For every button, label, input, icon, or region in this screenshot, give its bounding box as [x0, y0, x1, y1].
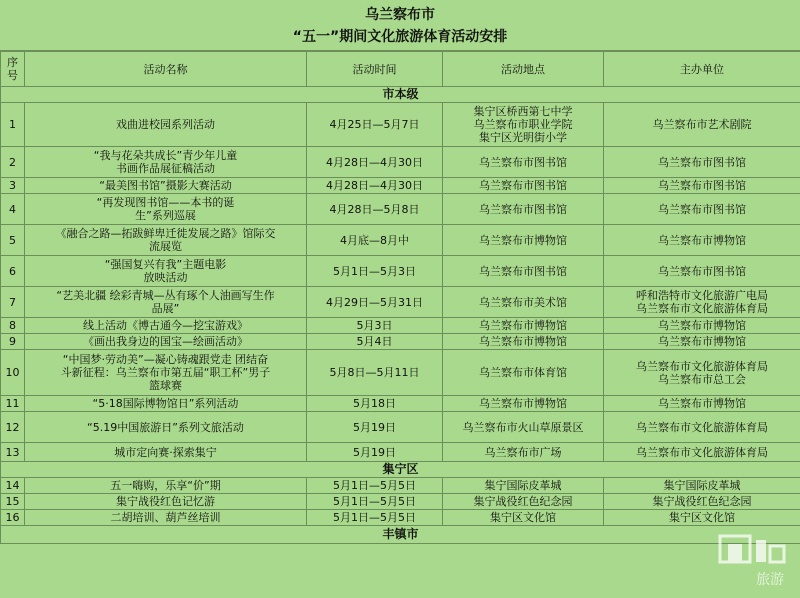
row-number: 4 — [1, 194, 25, 225]
activity-time: 4月25日—5月7日 — [307, 103, 443, 147]
watermark-text: 旅游 — [756, 572, 784, 588]
table-row — [1, 194, 800, 225]
activity-organizer: 集宁战役红色纪念园 — [604, 494, 800, 510]
table-row — [1, 350, 800, 396]
activity-time: 5月1日—5月5日 — [307, 510, 443, 526]
header-org: 主办单位 — [604, 52, 800, 87]
activity-organizer: 乌兰察布市博物馆 — [604, 396, 800, 412]
row-number: 8 — [1, 318, 25, 334]
activity-organizer: 呼和浩特市文化旅游广电局 乌兰察布市文化旅游体育局 — [604, 287, 800, 318]
activity-place: 乌兰察布市博物馆 — [443, 334, 604, 350]
activity-name: “我与花朵共成长”青少年儿童 书画作品展征稿活动 — [25, 147, 307, 178]
activity-place: 乌兰察布市图书馆 — [443, 194, 604, 225]
activity-name: 戏曲进校园系列活动 — [25, 103, 307, 147]
activity-name: 五一嗨购，乐享“价”期 — [25, 478, 307, 494]
row-number: 11 — [1, 396, 25, 412]
activity-name: 《融合之路—拓跋鲜卑迁徙发展之路》馆际交 流展览 — [25, 225, 307, 256]
table-body — [1, 87, 800, 544]
table-row — [1, 334, 800, 350]
activity-name: “艺美北疆 绘彩青城—丛有琢个人油画写生作 品展” — [25, 287, 307, 318]
activity-organizer: 乌兰察布市图书馆 — [604, 147, 800, 178]
table-row — [1, 318, 800, 334]
activity-name: “5.19中国旅游日”系列文旅活动 — [25, 412, 307, 443]
activity-organizer: 集宁国际皮革城 — [604, 478, 800, 494]
activity-organizer: 集宁区文化馆 — [604, 510, 800, 526]
row-number: 13 — [1, 443, 25, 462]
activity-organizer: 乌兰察布市图书馆 — [604, 194, 800, 225]
activity-place: 集宁国际皮革城 — [443, 478, 604, 494]
activity-organizer: 乌兰察布市博物馆 — [604, 318, 800, 334]
activity-time: 5月8日—5月11日 — [307, 350, 443, 396]
activity-time: 4月28日—5月8日 — [307, 194, 443, 225]
row-number: 14 — [1, 478, 25, 494]
activity-place: 集宁区文化馆 — [443, 510, 604, 526]
section-label: 丰镇市 — [1, 526, 800, 544]
header-place: 活动地点 — [443, 52, 604, 87]
table-row — [1, 178, 800, 194]
section-row — [1, 526, 800, 544]
section-label: 市本级 — [1, 87, 800, 103]
activity-time: 5月18日 — [307, 396, 443, 412]
activity-place: 集宁战役红色纪念园 — [443, 494, 604, 510]
table-row — [1, 256, 800, 287]
header-name: 活动名称 — [25, 52, 307, 87]
activity-place: 乌兰察布市博物馆 — [443, 396, 604, 412]
row-number: 10 — [1, 350, 25, 396]
activity-name: “最美图书馆”摄影大赛活动 — [25, 178, 307, 194]
activity-name: “再发现图书馆——本书的诞 生”系列巡展 — [25, 194, 307, 225]
activity-time: 5月1日—5月5日 — [307, 494, 443, 510]
row-number: 16 — [1, 510, 25, 526]
activity-name: “强国复兴有我”主题电影 放映活动 — [25, 256, 307, 287]
title-main: “五一”期间文化旅游体育活动安排 — [292, 29, 508, 45]
activity-place: 乌兰察布市火山草原景区 — [443, 412, 604, 443]
row-number: 9 — [1, 334, 25, 350]
row-number: 6 — [1, 256, 25, 287]
activity-time: 5月4日 — [307, 334, 443, 350]
activity-organizer: 乌兰察布市博物馆 — [604, 225, 800, 256]
activity-time: 5月3日 — [307, 318, 443, 334]
watermark-logo-icon — [712, 530, 794, 592]
section-row — [1, 87, 800, 103]
table-row — [1, 494, 800, 510]
activity-organizer: 乌兰察布市文化旅游体育局 乌兰察布市总工会 — [604, 350, 800, 396]
activity-place: 乌兰察布市体育馆 — [443, 350, 604, 396]
header-row — [1, 52, 800, 87]
activity-organizer: 乌兰察布市文化旅游体育局 — [604, 412, 800, 443]
table-row — [1, 510, 800, 526]
activity-place: 乌兰察布市广场 — [443, 443, 604, 462]
table-row — [1, 443, 800, 462]
activity-organizer: 乌兰察布市文化旅游体育局 — [604, 443, 800, 462]
activity-time: 5月19日 — [307, 443, 443, 462]
activity-name: 《画出我身边的国宝—绘画活动》 — [25, 334, 307, 350]
table-row — [1, 225, 800, 256]
activity-place: 集宁区桥西第七中学 乌兰察布市职业学院 集宁区光明街小学 — [443, 103, 604, 147]
table-row — [1, 478, 800, 494]
row-number: 2 — [1, 147, 25, 178]
title-block — [0, 0, 800, 51]
row-number: 5 — [1, 225, 25, 256]
table-row — [1, 147, 800, 178]
row-number: 7 — [1, 287, 25, 318]
title-city: 乌兰察布市 — [365, 7, 435, 23]
activity-time: 5月1日—5月5日 — [307, 478, 443, 494]
activity-name: “5·18国际博物馆日”系列活动 — [25, 396, 307, 412]
table-row — [1, 412, 800, 443]
activity-time: 4月28日—4月30日 — [307, 178, 443, 194]
table-row — [1, 103, 800, 147]
section-row — [1, 462, 800, 478]
activity-name: 城市定向赛·探索集宁 — [25, 443, 307, 462]
activity-organizer: 乌兰察布市艺术剧院 — [604, 103, 800, 147]
table-row — [1, 287, 800, 318]
activity-time: 5月1日—5月3日 — [307, 256, 443, 287]
activity-name: “中国梦·劳动美”—凝心铸魂跟党走 团结奋 斗新征程：乌兰察布市第五届“职工杯”男子 篮球赛 — [25, 350, 307, 396]
activity-place: 乌兰察布市图书馆 — [443, 256, 604, 287]
activity-time: 4月底—8月中 — [307, 225, 443, 256]
header-time: 活动时间 — [307, 52, 443, 87]
activity-table — [0, 51, 800, 544]
activity-place: 乌兰察布市图书馆 — [443, 147, 604, 178]
activity-name: 集宁战役红色记忆游 — [25, 494, 307, 510]
row-number: 3 — [1, 178, 25, 194]
activity-time: 4月29日—5月31日 — [307, 287, 443, 318]
activity-place: 乌兰察布市博物馆 — [443, 225, 604, 256]
activity-place: 乌兰察布市博物馆 — [443, 318, 604, 334]
row-number: 12 — [1, 412, 25, 443]
activity-name: 线上活动《博古通今—挖宝游戏》 — [25, 318, 307, 334]
activity-organizer: 乌兰察布市图书馆 — [604, 178, 800, 194]
activity-name: 二胡培训、葫芦丝培训 — [25, 510, 307, 526]
row-number: 15 — [1, 494, 25, 510]
activity-organizer: 乌兰察布市博物馆 — [604, 334, 800, 350]
header-no: 序 号 — [1, 52, 25, 87]
activity-time: 5月19日 — [307, 412, 443, 443]
activity-organizer: 乌兰察布市图书馆 — [604, 256, 800, 287]
activity-time: 4月28日—4月30日 — [307, 147, 443, 178]
activity-place: 乌兰察布市图书馆 — [443, 178, 604, 194]
activity-place: 乌兰察布市美术馆 — [443, 287, 604, 318]
row-number: 1 — [1, 103, 25, 147]
section-label: 集宁区 — [1, 462, 800, 478]
table-row — [1, 396, 800, 412]
